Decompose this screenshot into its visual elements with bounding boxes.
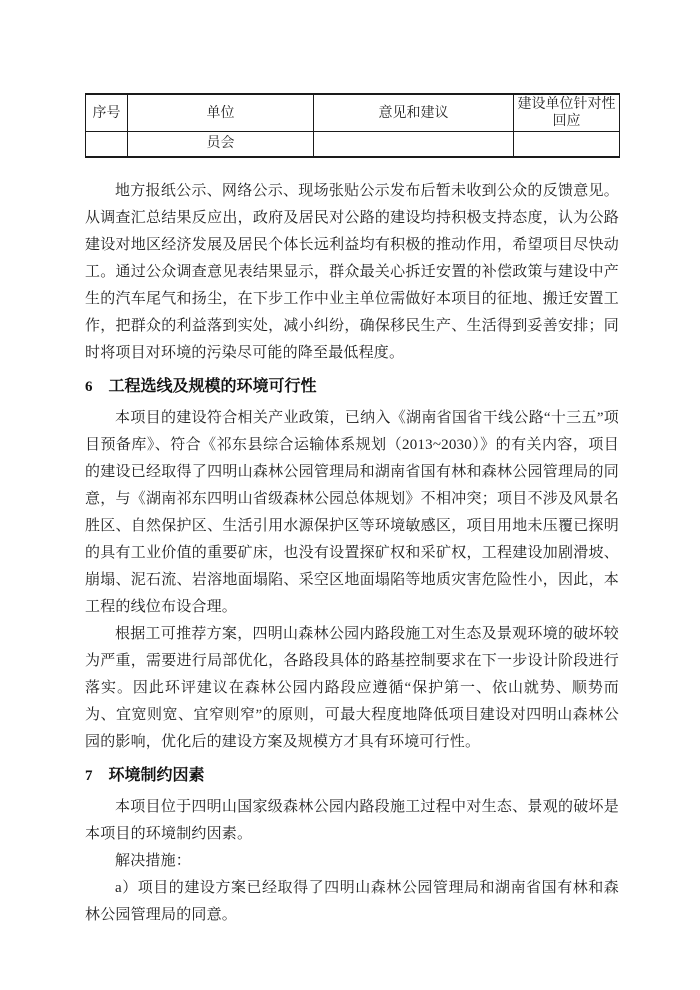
section6-number: 6 bbox=[85, 378, 93, 395]
section6-paragraph-2: 根据工可推荐方案，四明山森林公园内路段施工对生态及景观环境的破坏较为严重，需要进行局部优化，各路段具体的路基控制要求在下一步设计阶段进行落实。因此环评建议在森林公园内路段应遵循“保护第一、依山就势、顺势而为、宜宽则宽、宜窄则窄”的原则，可最大程度地降低项目建设对四明山森林公园的影响，优化后的建设方案及规模方才具有环境可行性。 bbox=[85, 625, 619, 750]
section6-paragraph-1: 本项目的建设符合相关产业政策，已纳入《湖南省国省干线公路“十三五”项目预备库》、符合《祁东县综合运输体系规划（2013~2030）》的有关内容，项目的建设已经取得了四明山森林公园管理局和湖南省国有林和森林公园管理局的同意，与《湖南祁东四明山省级森林公园总体规划》不相冲突；项目不涉及风景名胜区、自然保护区、生活引用水源保护区等环境敏感区，项目用地未压覆已探明的具有工业价值的重要矿床，也没有设置探矿权和采矿权，工程建设加剧滑坡、崩塌、泥石流、岩溶地面塌陷、采空区地面塌陷等地质灾害危险性小，因此，本工程的线位布设合理。 bbox=[85, 409, 619, 615]
table-cell-seq bbox=[86, 132, 128, 157]
table-cell-response bbox=[514, 132, 620, 157]
section7-number: 7 bbox=[85, 767, 93, 784]
public-opinion-table bbox=[85, 93, 620, 158]
section6-heading bbox=[85, 373, 619, 401]
intro-paragraph: 地方报纸公示、网络公示、现场张贴公示发布后暂未收到公众的反馈意见。从调查汇总结果反应出，政府及居民对公路的建设均持积极支持态度，认为公路建设对地区经济发展及居民个体长远利益均有积极的推动作用，希望项目尽快动工。通过公众调查意见表结果显示，群众最关心拆迁安置的补偿政策与建设中产生的汽车尾气和扬尘，在下步工作中业主单位需做好本项目的征地、搬迁安置工作，把群众的利益落到实处，减小纠纷，确保移民生产、生活得到妥善安排；同时将项目对环境的污染尽可能的降至最低程度。 bbox=[85, 182, 619, 361]
section7-title: 环境制约因素 bbox=[108, 766, 205, 784]
document-content bbox=[85, 93, 619, 929]
table-header-seq: 序号 bbox=[86, 94, 128, 132]
table-cell-unit: 员会 bbox=[128, 132, 314, 157]
table-header-response: 建设单位针对性回应 bbox=[514, 94, 620, 132]
table-header-unit: 单位 bbox=[128, 94, 314, 132]
table-row bbox=[86, 132, 620, 157]
section7-solution-label: 解决措施： bbox=[115, 852, 192, 869]
table-header-opinion: 意见和建议 bbox=[314, 94, 514, 132]
section7-paragraph-1: 本项目位于四明山国家级森林公园内路段施工过程中对生态、景观的破坏是本项目的环境制约因素。 bbox=[85, 798, 619, 842]
section6-title: 工程选线及规模的环境可行性 bbox=[108, 377, 317, 395]
section7-heading bbox=[85, 762, 619, 790]
section7-item-a: a）项目的建设方案已经取得了四明山森林公园管理局和湖南省国有林和森林公园管理局的同意。 bbox=[85, 879, 619, 923]
table-cell-opinion bbox=[314, 132, 514, 157]
table-header-row bbox=[86, 94, 620, 132]
